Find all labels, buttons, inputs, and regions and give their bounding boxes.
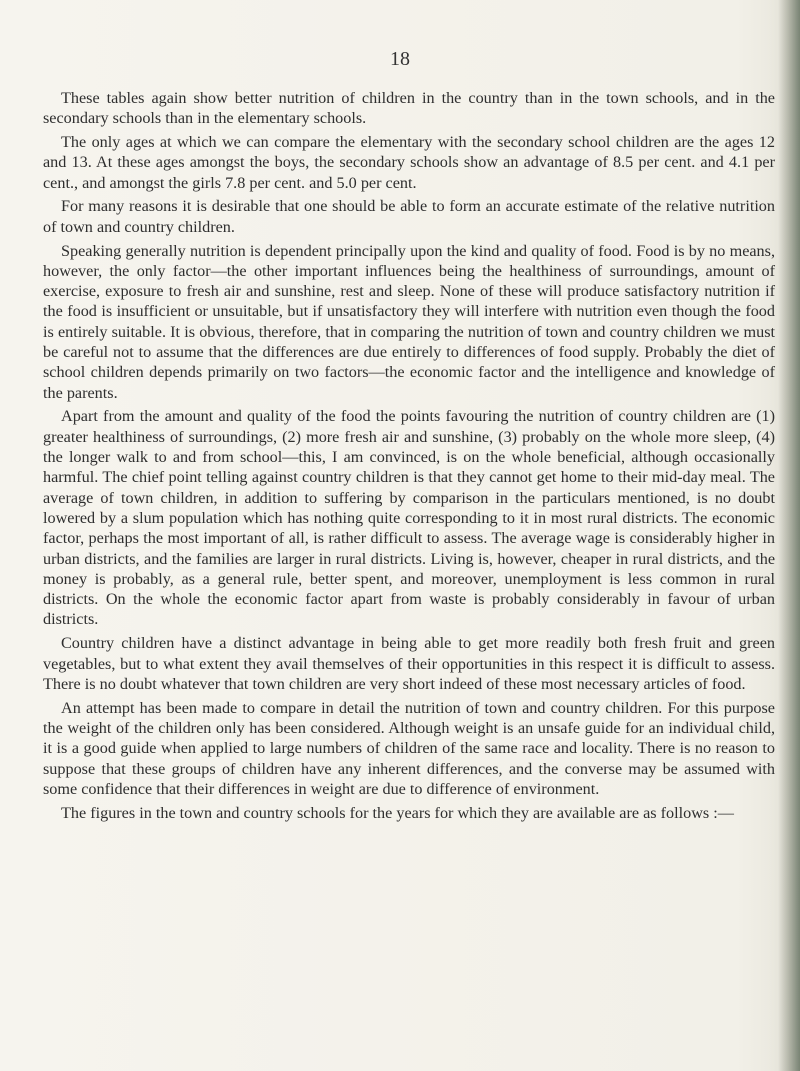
paragraph-2: The only ages at which we can compare the elementary with the secondary school children are the ages 12 and 13. At these ages amongst the boys, the secondary schools show an advantage of 8.5 per cent. and 4.1 per cent., and amongst the girls 7.8 per cent. and 5.0 per cent. [43,133,775,192]
paragraph-7: An attempt has been made to compare in detail the nutrition of town and country children. For this purpose the weight of the children only has been considered. Although weight is an unsafe guide for an individual child, it is a good guide when applied to large numbers of children of the same race and locality. There is no reason to suppose that these groups of children have any inherent differences, and the converse may be assumed with some confidence that their differences in weight are due to difference of environment. [43,698,775,798]
body-text [43,88,775,826]
page-edge-shadow [778,0,800,1071]
paragraph-1: These tables again show better nutrition of children in the country than in the town schools, and in the secondary schools than in the elementary schools. [43,89,775,128]
paragraph-4: Speaking generally nutrition is dependent principally upon the kind and quality of food. Food is by no means, however, the only factor—the other important influences being the healthiness of surroundings, amount of exercise, exposure to fresh air and sunshine, rest and sleep. None of these will produce satisfactory nutrition if the food is insufficient or unsuitable, but if unsatisfactory they will interfere with nutrition even though the food is entirely suitable. It is obvious, therefore, that in comparing the nutrition of town and country children we must be careful not to assume that the differences are due entirely to differences of food supply. Probably the diet of school children depends primarily on two factors—the economic factor and the intelligence and knowledge of the parents. [43,241,775,402]
paragraph-3: For many reasons it is desirable that one should be able to form an accurate estimate of the relative nutrition of town and country children. [43,197,775,236]
page-number: 18 [390,48,410,70]
paragraph-8: The figures in the town and country schools for the years for which they are available are as follows :— [61,803,734,822]
paragraph-5: Apart from the amount and quality of the food the points favouring the nutrition of country children are (1) greater healthiness of surroundings, (2) more fresh air and sunshine, (3) probably on the whole more sleep, (4) the longer walk to and from school—this, I am convinced, is on the whole beneficial, although occasionally harmful. The chief point telling against country children is that they cannot get home to their mid-day meal. The average of town children, in addition to suffering by comparison in the particulars mentioned, is no doubt lowered by a slum population which has nothing quite corresponding to it in most rural districts. The economic factor, perhaps the most important of all, is rather difficult to assess. The average wage is considerably higher in urban districts, and the families are larger in rural districts. Living is, however, cheaper in rural districts, and the money is probably, as a general rule, better spent, and moreover, unemployment is less common in rural districts. On the whole the economic factor apart from waste is probably considerably in favour of urban districts. [43,407,775,629]
paragraph-6: Country children have a distinct advantage in being able to get more readily both fresh fruit and green vegetables, but to what extent they avail themselves of their opportunities in this respect it is difficult to assess. There is no doubt whatever that town children are very short indeed of these most necessary articles of food. [43,634,775,693]
